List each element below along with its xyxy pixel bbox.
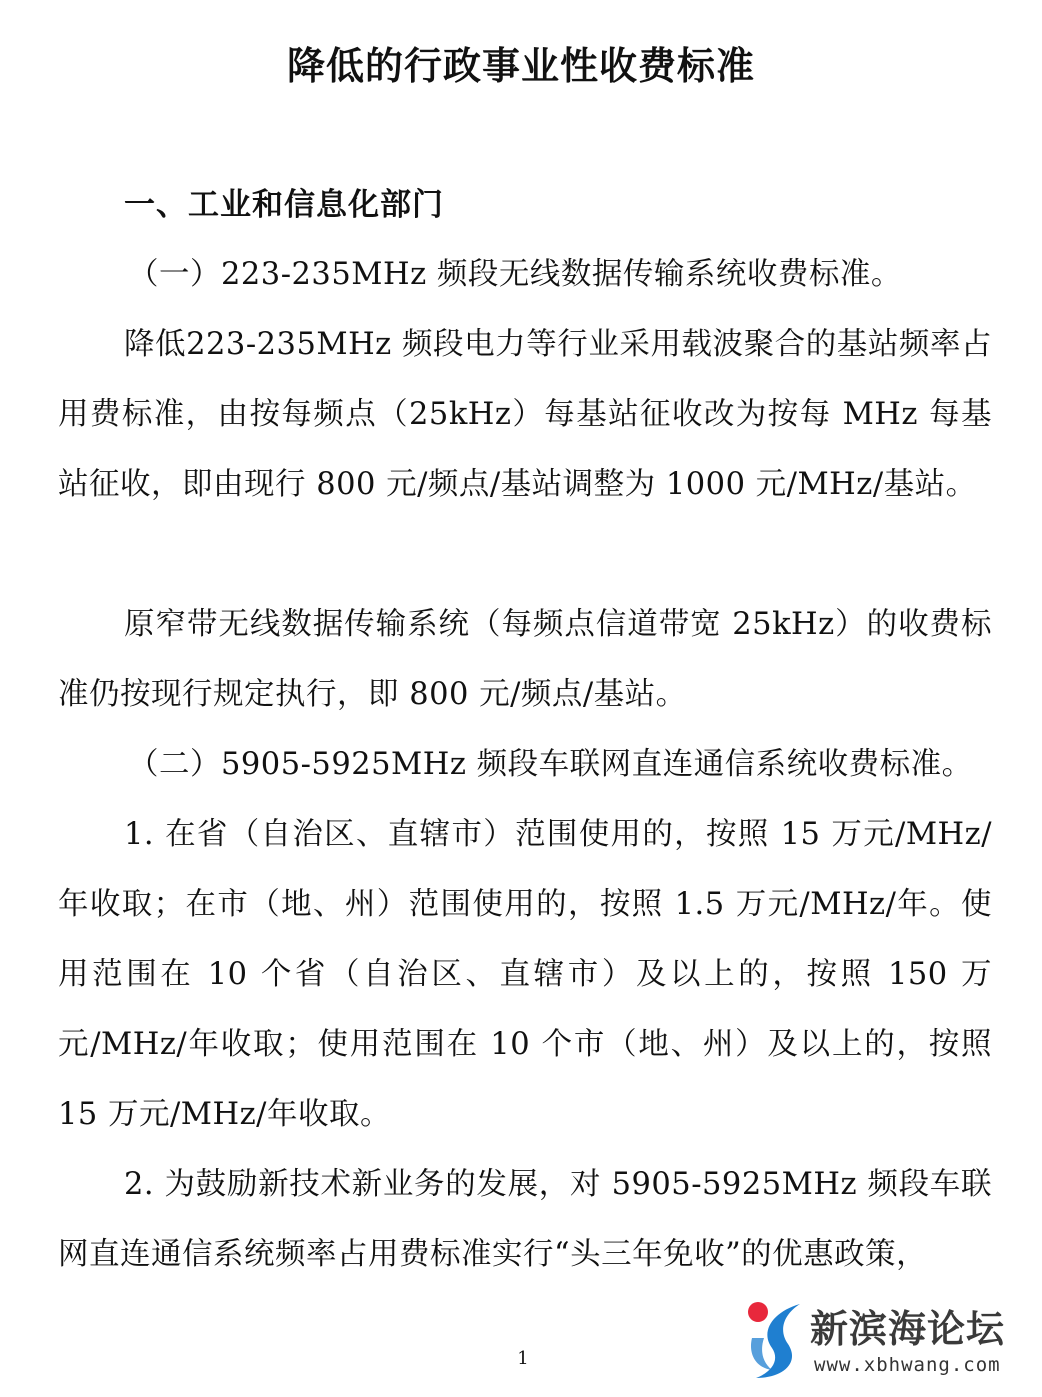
document-title: 降低的行政事业性收费标准 bbox=[286, 44, 755, 88]
section-heading: 一、工业和信息化部门 bbox=[124, 187, 444, 223]
watermark bbox=[742, 1296, 1038, 1386]
logo-dot bbox=[748, 1302, 768, 1322]
page-number: 1 bbox=[517, 1348, 529, 1369]
paragraph-5: 1. 在省（自治区、直辖市）范围使用的，按照 15 万元/MHz/年收取；在市（地、州）范围使用的，按照 1.5 万元/MHz/年。使用范围在 10 个省（自治区、直辖市）及以上的，按照 150 万元/MHz/年收取；使用范围在 10 个市（地、州）及以上的，按照 15 万元/MHz/年收取。 bbox=[58, 817, 992, 1132]
paragraph-4: （二）5905-5925MHz 频段车联网直连通信系统收费标准。 bbox=[128, 747, 973, 782]
forum-logo-icon bbox=[742, 1298, 814, 1382]
forum-url: www.xbhwang.com bbox=[814, 1354, 1001, 1376]
paragraph-2: 降低223-235MHz 频段电力等行业采用载波聚合的基站频率占用费标准，由按每频点（25kHz）每基站征收改为按每 MHz 每基站征收，即由现行 800 元/频点/基站调整为 1000 元/MHz/基站。 bbox=[58, 327, 992, 502]
paragraph-3: 原窄带无线数据传输系统（每频点信道带宽 25kHz）的收费标准仍按现行规定执行，即 800 元/频点/基站。 bbox=[58, 607, 992, 712]
paragraph-6: 2. 为鼓励新技术新业务的发展，对 5905-5925MHz 频段车联网直连通信系统频率占用费标准实行“头三年免收”的优惠政策， bbox=[58, 1167, 992, 1272]
paragraph-1: （一）223-235MHz 频段无线数据传输系统收费标准。 bbox=[128, 257, 902, 292]
logo-swoosh-inner bbox=[751, 1338, 772, 1370]
forum-name: 新滨海论坛 bbox=[810, 1307, 1006, 1351]
